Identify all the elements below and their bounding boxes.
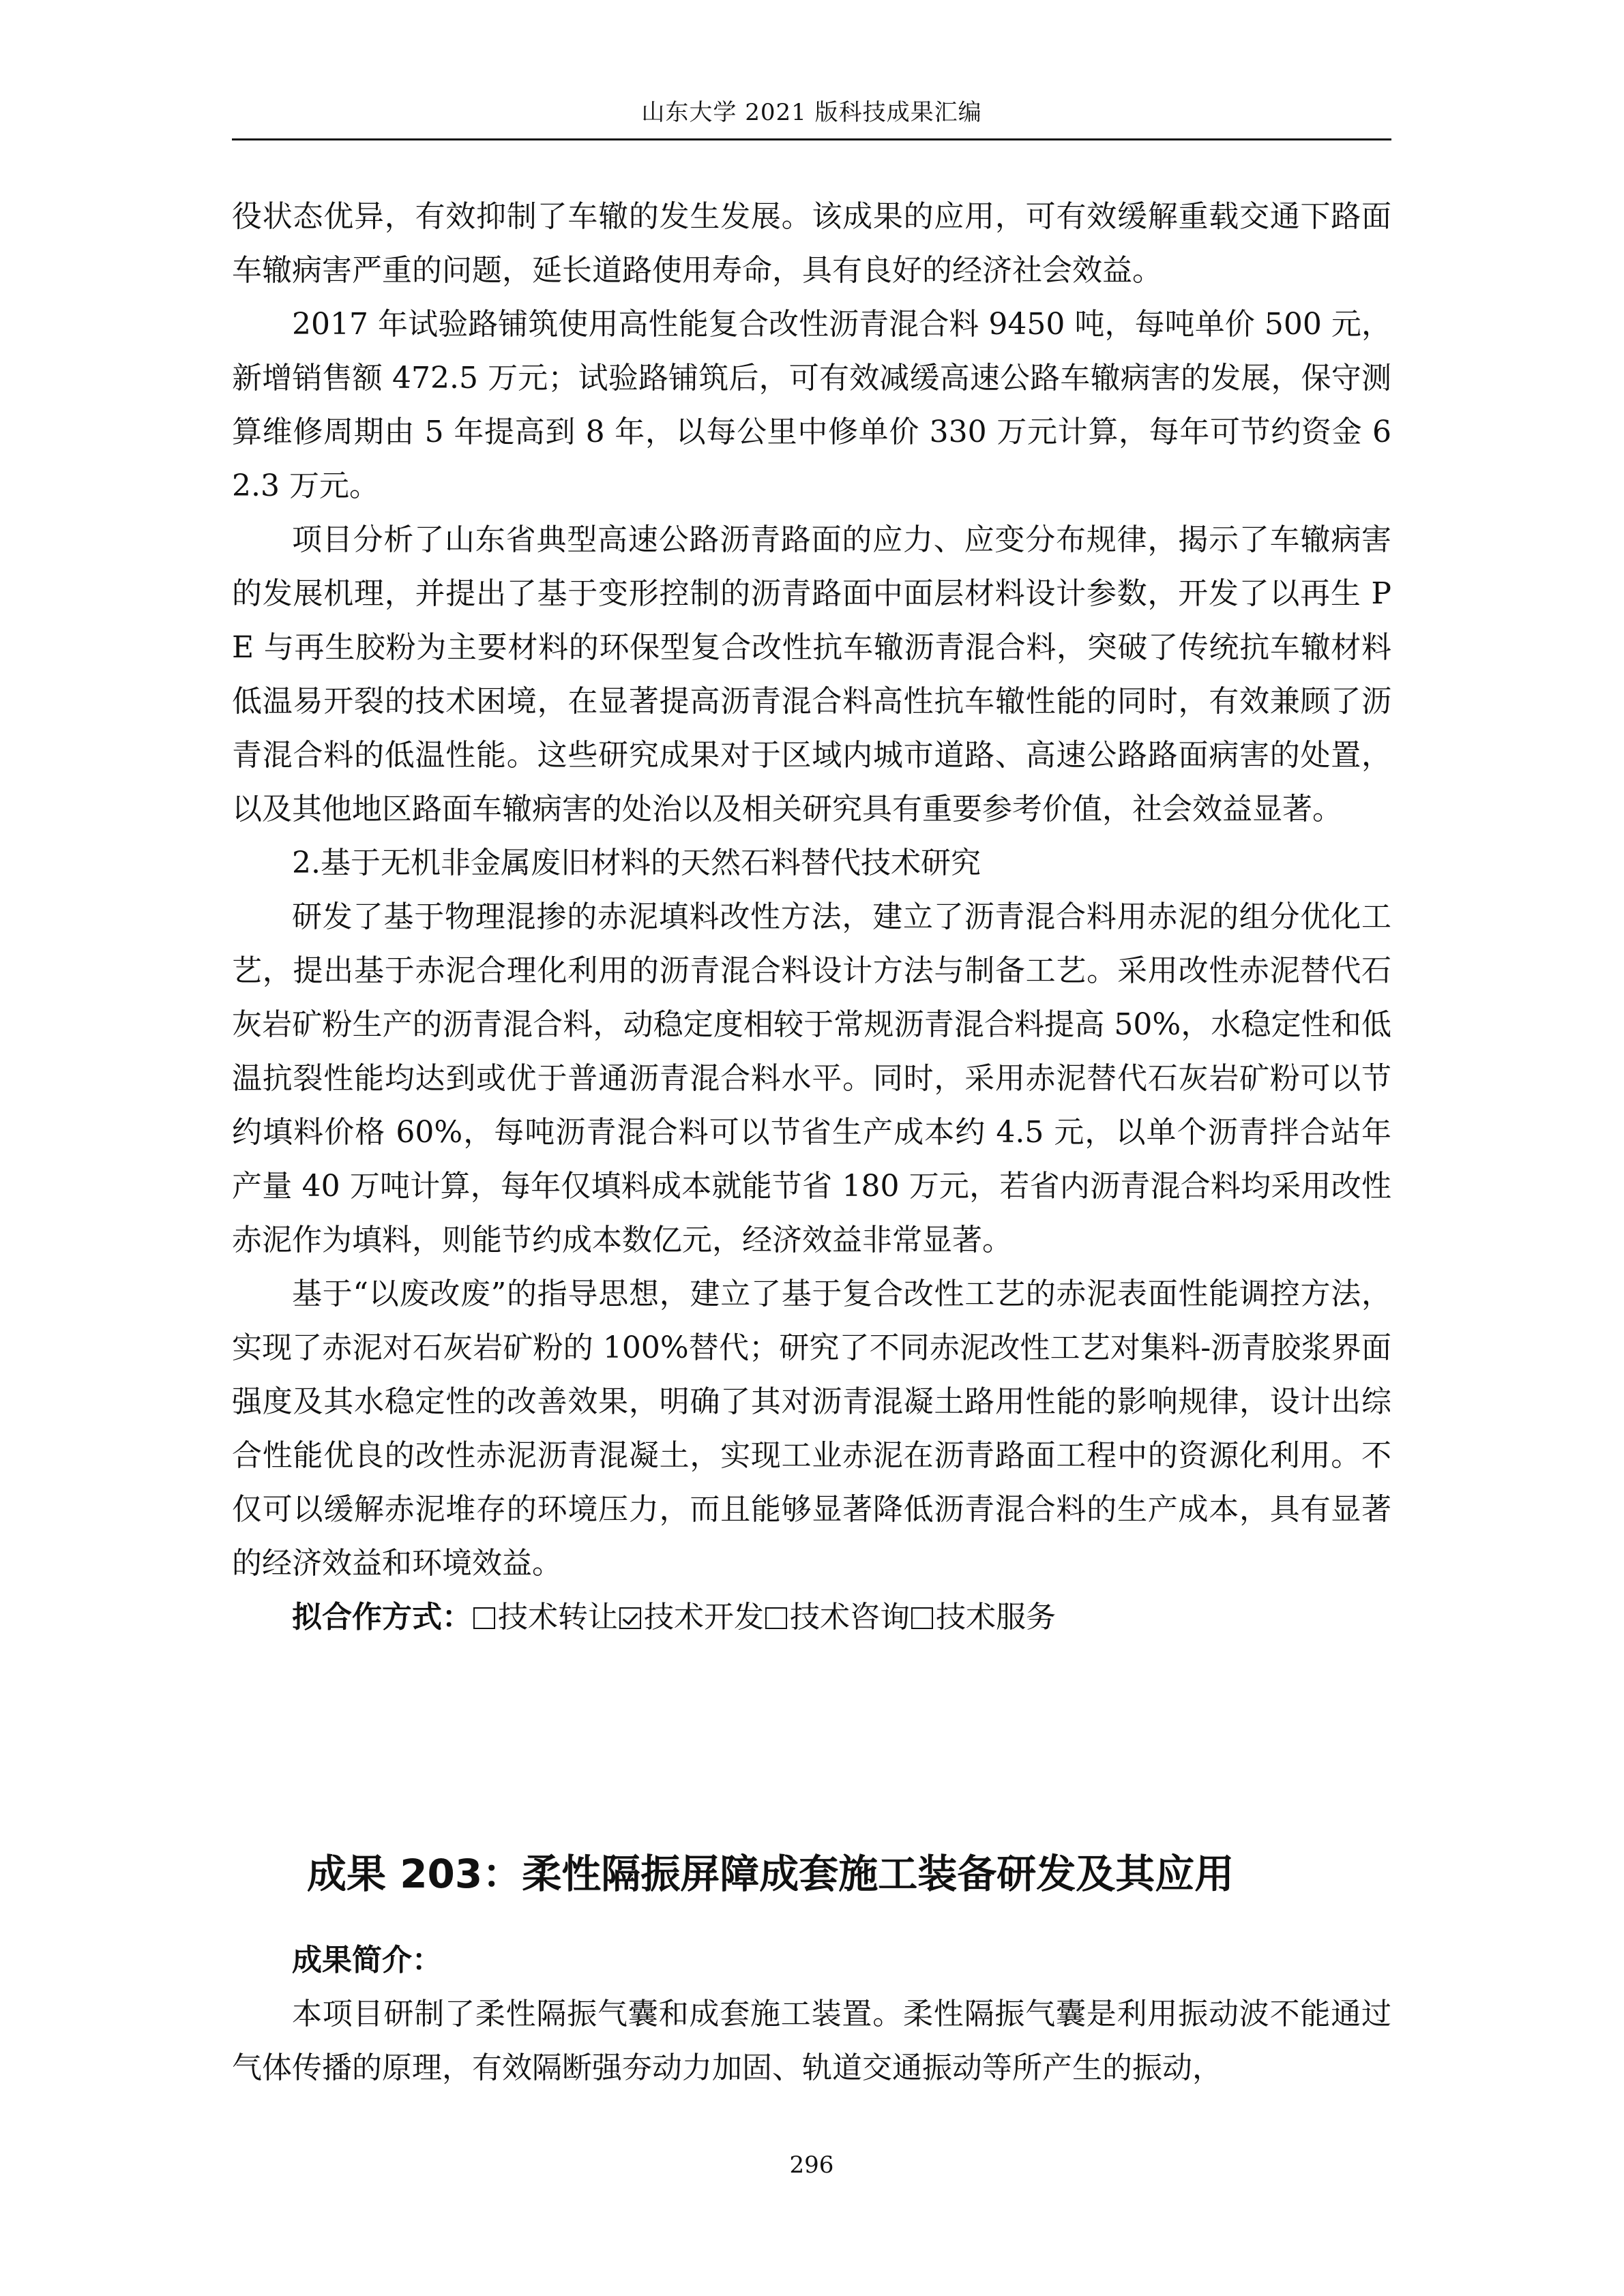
section-title: 成果 203：柔性隔振屏障成套施工装备研发及其应用 xyxy=(307,1851,1235,1897)
summary-paragraph: 本项目研制了柔性隔振气囊和成套施工装置。柔性隔振气囊是利用振动波不能通过气体传播的原理，有效隔断强夯动力加固、轨道交通振动等所产生的振动， xyxy=(232,1997,1391,2085)
cooperation-methods xyxy=(232,1590,1391,1644)
paragraph-waste-to-waste: 基于“以废改废”的指导思想，建立了基于复合改性工艺的赤泥表面性能调控方法，实现了赤泥对石灰岩矿粉的 100%替代；研究了不同赤泥改性工艺对集料-沥青胶浆界面强度及其水稳定性的改善效果，明确了其对沥青混凝土路用性能的影响规律，设计出综合性能优良的改性赤泥沥青混凝土，实现工业赤泥在沥青路面工程中的资源化利用。不仅可以缓解赤泥堆存的环境压力，而且能够显著降低沥青混合料的生产成本，具有显著的经济效益和环境效益。 xyxy=(232,1277,1391,1581)
subheading-stone-replacement: 2.基于无机非金属废旧材料的天然石料替代技术研究 xyxy=(292,846,981,880)
cooperation-option-service: 技术服务 xyxy=(936,1600,1056,1635)
checkbox-icon-unchecked xyxy=(765,1607,787,1629)
cooperation-option-consulting: 技术咨询 xyxy=(790,1600,910,1635)
cooperation-label: 拟合作方式： xyxy=(292,1600,472,1635)
paragraph-project-analysis: 项目分析了山东省典型高速公路沥青路面的应力、应变分布规律，揭示了车辙病害的发展机理，并提出了基于变形控制的沥青路面中面层材料设计参数，开发了以再生 PE 与再生胶粉为主要材料的环保型复合改性抗车辙沥青混合料，突破了传统抗车辙材料低温易开裂的技术困境，在显著提高沥青混合料高性抗车辙性能的同时，有效兼顾了沥青混合料的低温性能。这些研究成果对于区域内城市道路、高速公路路面病害的处置，以及其他地区路面车辙病害的处治以及相关研究具有重要参考价值，社会效益显著。 xyxy=(232,522,1391,826)
paragraph-red-mud-filler: 研发了基于物理混掺的赤泥填料改性方法，建立了沥青混合料用赤泥的组分优化工艺，提出基于赤泥合理化利用的沥青混合料设计方法与制备工艺。采用改性赤泥替代石灰岩矿粉生产的沥青混合料，动稳定度相较于常规沥青混合料提高 50%，水稳定性和低温抗裂性能均达到或优于普通沥青混合料水平。同时，采用赤泥替代石灰岩矿粉可以节约填料价格 60%，每吨沥青混合料可以节省生产成本约 4.5 元，以单个沥青拌合站年产量 40 万吨计算，每年仅填料成本就能节省 180 万元，若省内沥青混合料均采用改性赤泥作为填料，则能节约成本数亿元，经济效益非常显著。 xyxy=(232,899,1391,1257)
checkbox-icon-checked xyxy=(619,1607,641,1629)
summary-block xyxy=(232,1933,1391,2095)
running-header: 山东大学 2021 版科技成果汇编 xyxy=(641,99,982,126)
checkbox-icon-unchecked xyxy=(911,1607,933,1629)
summary-label: 成果简介： xyxy=(292,1943,442,1978)
checkbox-icon-unchecked xyxy=(473,1607,495,1629)
cooperation-option-development: 技术开发 xyxy=(644,1600,764,1635)
header-divider xyxy=(232,138,1391,140)
paragraph-continuation: 役状态优异，有效抑制了车辙的发生发展。该成果的应用，可有效缓解重载交通下路面车辙病害严重的问题，延长道路使用寿命，具有良好的经济社会效益。 xyxy=(232,199,1391,288)
cooperation-option-transfer: 技术转让 xyxy=(498,1600,618,1635)
paragraph-trial-road-economics: 2017 年试验路铺筑使用高性能复合改性沥青混合料 9450 吨，每吨单价 500 元，新增销售额 472.5 万元；试验路铺筑后，可有效减缓高速公路车辙病害的发展，保守测算维修周期由 5 年提高到 8 年，以每公里中修单价 330 万元计算，每年可节约资金 62.3 万元。 xyxy=(232,307,1391,503)
body-text xyxy=(232,190,1391,1644)
page-number: 296 xyxy=(789,2151,834,2179)
